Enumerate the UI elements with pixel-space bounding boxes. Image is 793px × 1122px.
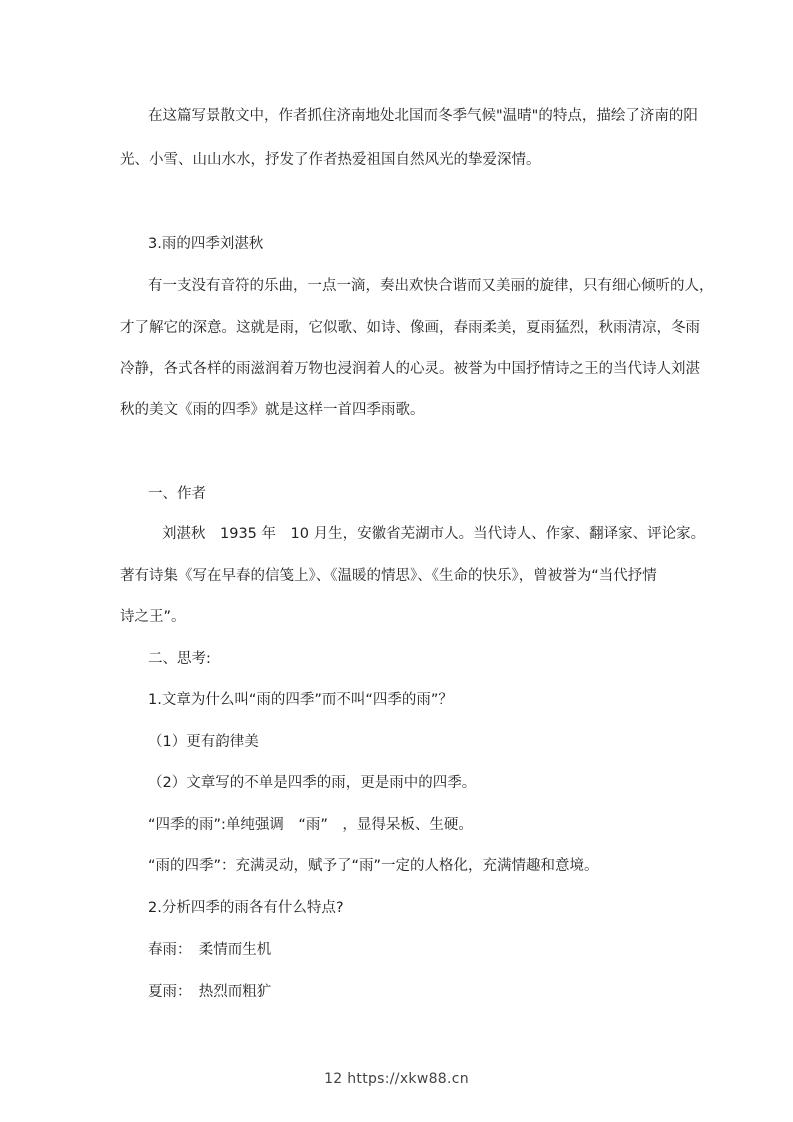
section-heading: 3.雨的四季刘湛秋 [148, 236, 264, 252]
paragraph-line: 著有诗集《写在早春的信笺上》、《温暖的情思》、《生命的快乐》，曾被誉为“当代抒情 [120, 568, 657, 584]
question: 2.分析四季的雨各有什么特点? [148, 900, 344, 916]
paragraph-line: 诗之王”。 [120, 609, 186, 625]
paragraph-line: 刘湛秋 1935 年 10 月生，安徽省芜湖市人。当代诗人、作家、翻译家、评论家。 [162, 526, 706, 542]
paragraph-line: 才了解它的深意。这就是雨，它似歌、如诗、像画，春雨柔美，夏雨猛烈，秋雨清凉，冬雨 [120, 320, 700, 336]
paragraph-line: 在这篇写景散文中，作者抓住济南地处北国而冬季气候"温晴"的特点，描绘了济南的阳 [148, 108, 698, 124]
paragraph-line: 冷静，各式各样的雨滋润着万物也浸润着人的心灵。被誉为中国抒情诗之王的当代诗人刘湛 [120, 361, 700, 377]
section-heading: 二、思考: [148, 651, 211, 667]
page-footer: 12 https://xkw88.cn [324, 1071, 469, 1087]
answer-line: （2）文章写的不单是四季的雨，更是雨中的四季。 [148, 775, 477, 791]
paragraph-line: 秋的美文《雨的四季》就是这样一首四季雨歌。 [120, 402, 425, 418]
answer-line: （1）更有韵律美 [148, 734, 259, 750]
answer-line: “雨的四季”：充满灵动，赋予了“雨”一定的人格化，充满情趣和意境。 [148, 858, 599, 874]
question: 1.文章为什么叫“雨的四季”而不叫“四季的雨”？ [148, 692, 453, 708]
paragraph-line: 有一支没有音符的乐曲，一点一滴，奏出欢快合谐而又美丽的旋律，只有细心倾听的人， [148, 278, 714, 294]
answer-line: 夏雨： 热烈而粗犷 [148, 984, 272, 1000]
section-heading: 一、作者 [148, 486, 206, 502]
paragraph-line: 光、小雪、山山水水，抒发了作者热爱祖国自然风光的挚爱深情。 [120, 152, 541, 168]
answer-line: “四季的雨”:单纯强调 “雨” ，显得呆板、生硬。 [148, 817, 473, 833]
answer-line: 春雨： 柔情而生机 [148, 942, 272, 958]
